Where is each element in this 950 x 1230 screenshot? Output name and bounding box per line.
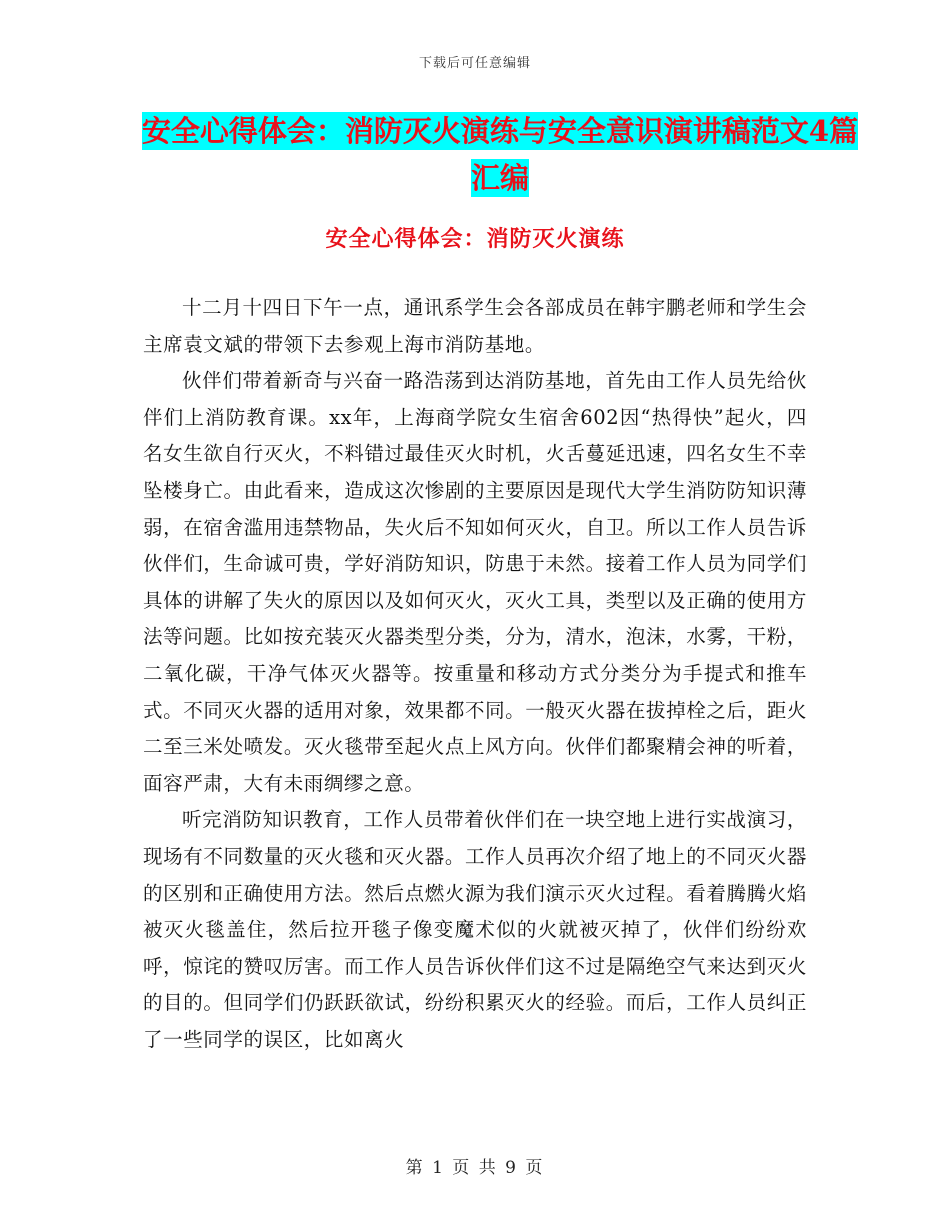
paragraph: 听完消防知识教育，工作人员带着伙伴们在一块空地上进行实战演习，现场有不同数量的灭火毯和灭火器。工作人员再次介绍了地上的不同灭火器的区别和正确使用方法。然后点燃火源为我们演示灭火过程。看着腾腾火焰被灭火毯盖住，然后拉开毯子像变魔术似的火就被灭掉了，伙伴们纷纷欢呼，惊诧的赞叹厉害。而工作人员告诉伙伴们这不过是隔绝空气来达到灭火的目的。但同学们仍跃跃欲试，纷纷积累灭火的经验。而后，工作人员纠正了一些同学的误区，比如离火 [143,808,807,1051]
paragraph: 十二月十四日下午一点，通讯系学生会各部成员在韩宇鹏老师和学生会主席袁文斌的带领下去参观上海市消防基地。 [143,296,807,356]
main-title [140,108,860,202]
main-title-text: 安全心得体会：消防灭火演练与安全意识演讲稿范文4篇汇编 [141,114,859,195]
page-footer: 第 1 页 共 9 页 [405,1158,545,1178]
paragraph: 伙伴们带着新奇与兴奋一路浩荡到达消防基地，首先由工作人员先给伙伴们上消防教育课。xx年，上海商学院女生宿舍602因“热得快”起火，四名女生欲自行灭火，不料错过最佳灭火时机，火舌蔓延迅速，四名女生不幸坠楼身亡。由此看来，造成这次惨剧的主要原因是现代大学生消防防知识薄弱，在宿舍滥用违禁物品，失火后不知如何灭火，自卫。所以工作人员告诉伙伴们，生命诚可贵，学好消防知识，防患于未然。接着工作人员为同学们具体的讲解了失火的原因以及如何灭火，灭火工具，类型以及正确的使用方法等问题。比如按充装灭火器类型分类，分为，清水，泡沫，水雾，干粉，二氧化碳，干净气体灭火器等。按重量和移动方式分类分为手提式和推车式。不同灭火器的适用对象，效果都不同。一般灭火器在拔掉栓之后，距火二至三米处喷发。灭火毯带至起火点上风方向。伙伴们都聚精会神的听着，面容严肃，大有未雨绸缪之意。 [143,369,807,795]
body-text [143,290,807,1058]
section-title: 安全心得体会：消防灭火演练 [325,226,625,252]
header-note: 下载后可任意编辑 [418,56,531,71]
